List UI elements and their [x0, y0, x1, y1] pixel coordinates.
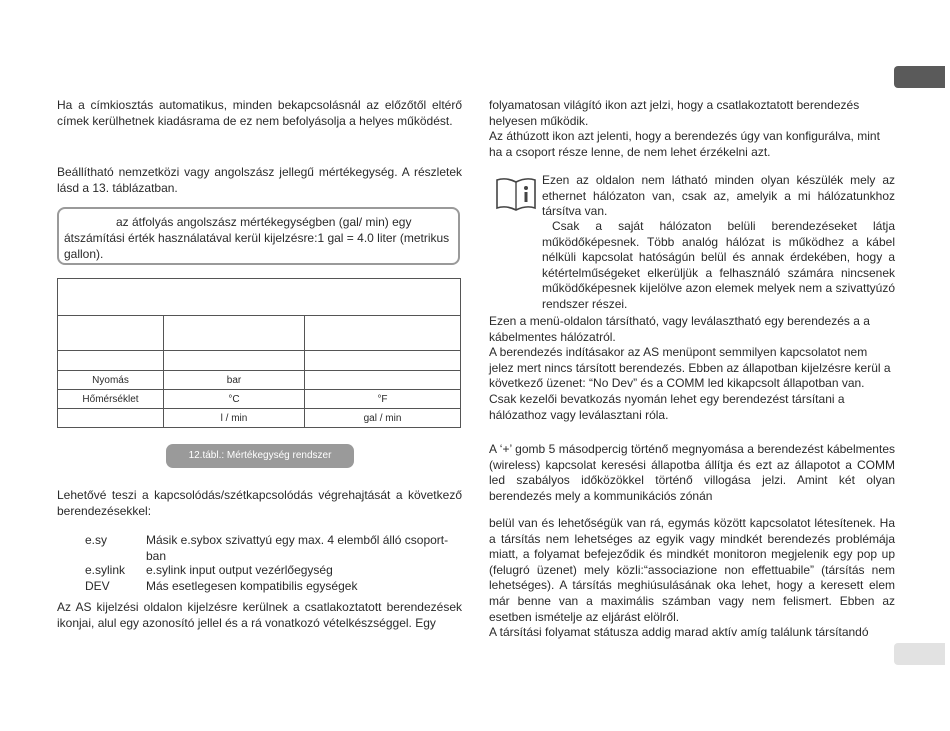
- info-paragraph: Ezen az oldalon nem látható minden olyan készülék mely az ethernet hálózaton van, csak az, amelyik a mi hálózatunkhoz társítva van.: [542, 173, 895, 219]
- paragraph-icon-status: folyamatosan világító ikon azt jelzi, hogy a csatlakoztatott berendezés helyesen működik. Az áthúzott ikon azt jelenti, hogy a berendezés úgy van konfigurálva, mint ha a csoport része lenne, de nem lehet érzékelni azt.: [489, 98, 880, 159]
- paragraph-pairing-start: A ‘+’ gomb 5 másodpercig történő megnyomása a berendezést kábelmentes (wireless) kapcsolat keresési állapotba állítja és ezt az állapotot a COMM led szabályos időközökkel történő villogása jelzi. Amint két olyan berendezés mely a kommunikációs zónán: [489, 442, 895, 503]
- paragraph-address-assignment: Ha a címkiosztás automatikus, minden bekapcsolásnál az előzőtől eltérő címek kerülhetnek kiadásrama de ez nem befolyásolja a helyes működést.: [57, 98, 462, 128]
- info-book-icon: [495, 176, 537, 212]
- list-item: [0, 563, 470, 579]
- device-code: DEV: [85, 579, 110, 593]
- table-cell: [305, 371, 461, 390]
- list-item: [0, 533, 470, 565]
- units-table: [57, 278, 461, 428]
- table-row: [58, 316, 461, 351]
- table-cell: Hőmérséklet: [58, 390, 164, 409]
- table-cell: °C: [164, 390, 305, 409]
- info-paragraph: Csak a saját hálózaton belüli berendezéseket látja működőképesnek. Több analóg hálózat is működhez a kábel nélküli kapcsolat hatóságún belül és annak érdekében, hogy a kétértelműségeket elkerüljük a felhasználó számára nincsenek működőképesnek kijelölve azon elemek melyek nem a szivattyúzó rendszer részei.: [542, 219, 895, 311]
- paragraph-units: Beállítható nemzetközi vagy angolszász jellegű mértékegység. A részletek lásd a 13. táblázatban.: [57, 165, 462, 195]
- table-cell: °F: [305, 390, 461, 409]
- device-code: e.sylink: [85, 563, 126, 577]
- table-row: [58, 390, 461, 409]
- device-description: Más esetlegesen kompatibilis egységek: [146, 579, 358, 593]
- paragraph-as-display: Az AS kijelzési oldalon kijelzésre kerülnek a csatlakoztatott berendezések ikonjai, alul egy azonosító jellel és a rá vonatkozó vételkészséggel. Egy: [57, 600, 462, 630]
- table-cell: l / min: [164, 409, 305, 428]
- table-cell: gal / min: [305, 409, 461, 428]
- table-cell: Nyomás: [58, 371, 164, 390]
- table-caption: 12.tábl.: Mértékegység rendszer: [166, 444, 354, 468]
- paragraph-connections: Lehetővé teszi a kapcsolódás/szétkapcsolódás végrehajtását a következő berendezésekkel:: [57, 488, 462, 518]
- table-header-row: [58, 279, 461, 316]
- page-number-tab: [894, 643, 945, 665]
- table-cell: [58, 409, 164, 428]
- table-cell: bar: [164, 371, 305, 390]
- table-row: [58, 351, 461, 371]
- paragraph-pairing-result: belül van és lehetőségük van rá, egymás között kapcsolatot létesítenek. Ha a társítás nem lehetséges az egyik vagy mindkét berendezés problémája miatt, a folyamat befejeződik és mindkét monitoron megjelenik egy pop up (felugró üzenet) mely közli:“associazione non effettuabile” (társítás nem lehetséges). A társítás meghiúsulásának oka lehet, hogy a keresett elem már benne van a maximális számban vagy nem felismert. Ebben az esetben ismételje az eljárást elölről. A társítási folyamat státusza addig marad aktív amíg találunk társítandó: [489, 516, 895, 640]
- section-tab-marker: [894, 66, 945, 88]
- device-description: e.sylink input output vezérlőegység: [146, 563, 333, 577]
- paragraph-pairing-menu: Ezen a menü-oldalon társítható, vagy leválasztható egy berendezés a a kábelmentes hálózatról. A berendezés indításakor az AS menüpont semmilyen kapcsolatot nem jelez mert nincs társított berendezés. Ebben az állapotban kijelzésre kerül a következő üzenet: “No Dev” és a COMM led kikapcsolt állapotban van. Csak kezelői bevatkozás nyomán lehet egy berendezést társítani a hálózathoz vagy leválasztani róla.: [489, 314, 891, 422]
- list-item: [0, 579, 470, 595]
- table-row: [58, 409, 461, 428]
- table-row: [58, 371, 461, 390]
- note-text: az átfolyás angolszász mértékegységben (gal/ min) egy átszámítási érték használatával kerül kijelzésre:1 gal = 4.0 liter (metrikus gallon).: [64, 215, 450, 261]
- device-description: Másik e.sybox szivattyú egy max. 4 elemből álló csoport-ban: [146, 533, 449, 563]
- device-code: e.sy: [85, 533, 108, 547]
